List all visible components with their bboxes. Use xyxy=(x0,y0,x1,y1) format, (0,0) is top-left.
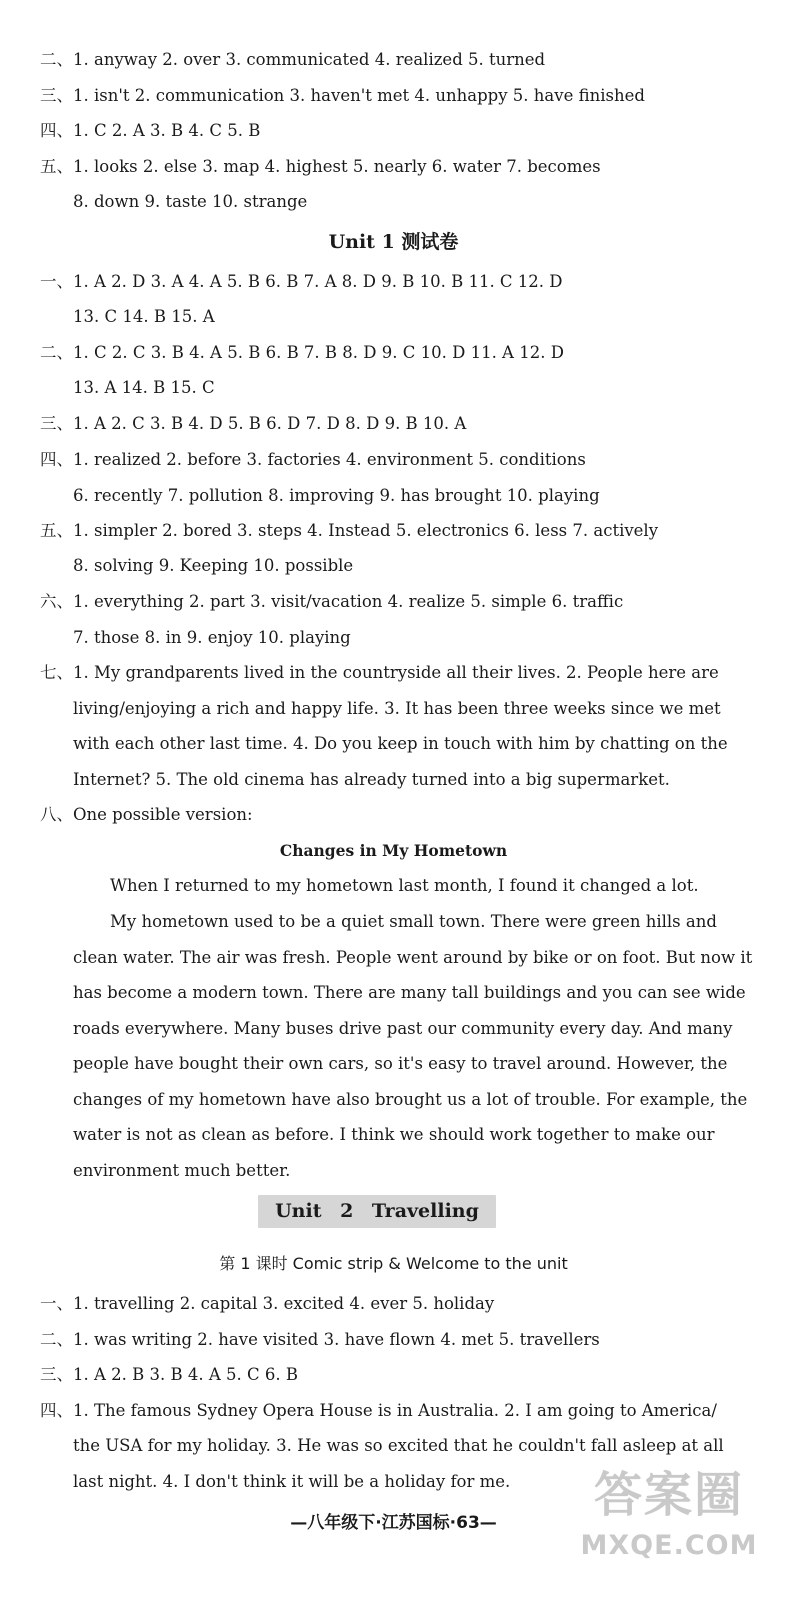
answer-line: 13. C 14. B 15. A xyxy=(73,307,215,326)
answer-line: the USA for my holiday. 3. He was so excited that he couldn't fall asleep at all xyxy=(73,1436,724,1455)
essay-line: water is not as clean as before. I think we should work together to make our xyxy=(73,1125,715,1144)
answer-line: with each other last time. 4. Do you keep in touch with him by chatting on the xyxy=(73,734,728,753)
answer-line: 三、1. isn't 2. communication 3. haven't met 4. unhappy 5. have finished xyxy=(40,86,645,105)
essay-line: environment much better. xyxy=(73,1161,291,1180)
watermark xyxy=(565,1462,773,1582)
answer-line: last night. 4. I don't think it will be a holiday for me. xyxy=(73,1472,511,1491)
answer-line: living/enjoying a rich and happy life. 3. It has been three weeks since we met xyxy=(73,699,721,718)
lesson-title: 第 1 课时 Comic strip & Welcome to the unit xyxy=(219,1254,568,1273)
answer-line: 二、1. C 2. C 3. B 4. A 5. B 6. B 7. B 8. D 9. C 10. D 11. A 12. D xyxy=(40,343,564,362)
page-footer: —八年级下·江苏国标·63— xyxy=(290,1513,497,1533)
essay-line: roads everywhere. Many buses drive past our community every day. And many xyxy=(73,1019,733,1038)
essay-line: My hometown used to be a quiet small town. There were green hills and xyxy=(110,912,717,931)
answer-line: 三、1. A 2. C 3. B 4. D 5. B 6. D 7. D 8. D 9. B 10. A xyxy=(40,414,467,433)
unit1-test-title: Unit 1 测试卷 xyxy=(328,231,459,253)
answer-line: 一、1. travelling 2. capital 3. excited 4. ever 5. holiday xyxy=(40,1294,495,1313)
answer-line: 四、1. The famous Sydney Opera House is in Australia. 2. I am going to America/ xyxy=(40,1401,717,1420)
answer-line: 六、1. everything 2. part 3. visit/vacation 4. realize 5. simple 6. traffic xyxy=(40,592,624,611)
unit2-banner xyxy=(258,1195,496,1228)
essay-line: has become a modern town. There are many tall buildings and you can see wide xyxy=(73,983,746,1002)
answer-line: 七、1. My grandparents lived in the countryside all their lives. 2. People here are xyxy=(40,663,719,682)
answer-line: 二、1. anyway 2. over 3. communicated 4. realized 5. turned xyxy=(40,50,546,69)
answer-line: 一、1. A 2. D 3. A 4. A 5. B 6. B 7. A 8. D 9. B 10. B 11. C 12. D xyxy=(40,272,563,291)
essay-line: clean water. The air was fresh. People went around by bike or on foot. But now it xyxy=(73,948,753,967)
answer-line: Internet? 5. The old cinema has already turned into a big supermarket. xyxy=(73,770,670,789)
answer-line: 8. down 9. taste 10. strange xyxy=(73,192,308,211)
essay-line: people have bought their own cars, so it's easy to travel around. However, the xyxy=(73,1054,728,1073)
answer-line: 五、1. simpler 2. bored 3. steps 4. Instead 5. electronics 6. less 7. actively xyxy=(40,521,659,540)
essay-line: When I returned to my hometown last month, I found it changed a lot. xyxy=(110,876,699,895)
answer-line: 三、1. A 2. B 3. B 4. A 5. C 6. B xyxy=(40,1365,298,1384)
watermark-logo: 答案圈 xyxy=(593,1467,744,1523)
answer-line: 四、1. realized 2. before 3. factories 4. environment 5. conditions xyxy=(40,450,586,469)
answer-line: 四、1. C 2. A 3. B 4. C 5. B xyxy=(40,121,261,140)
answer-line: 8. solving 9. Keeping 10. possible xyxy=(73,556,354,575)
answer-line: 二、1. was writing 2. have visited 3. have flown 4. met 5. travellers xyxy=(40,1330,600,1349)
answer-line: 6. recently 7. pollution 8. improving 9. has brought 10. playing xyxy=(73,486,600,505)
answer-line: 八、One possible version: xyxy=(40,805,253,824)
answer-line: 7. those 8. in 9. enjoy 10. playing xyxy=(73,628,351,647)
essay-title: Changes in My Hometown xyxy=(279,841,508,860)
answer-line: 13. A 14. B 15. C xyxy=(73,378,215,397)
essay-line: changes of my hometown have also brought us a lot of trouble. For example, the xyxy=(73,1090,748,1109)
answer-line: 五、1. looks 2. else 3. map 4. highest 5. nearly 6. water 7. becomes xyxy=(40,157,601,176)
unit2-banner-label: Unit 2 Travelling xyxy=(275,1200,479,1222)
watermark-url: MXQE.COM xyxy=(580,1530,758,1561)
